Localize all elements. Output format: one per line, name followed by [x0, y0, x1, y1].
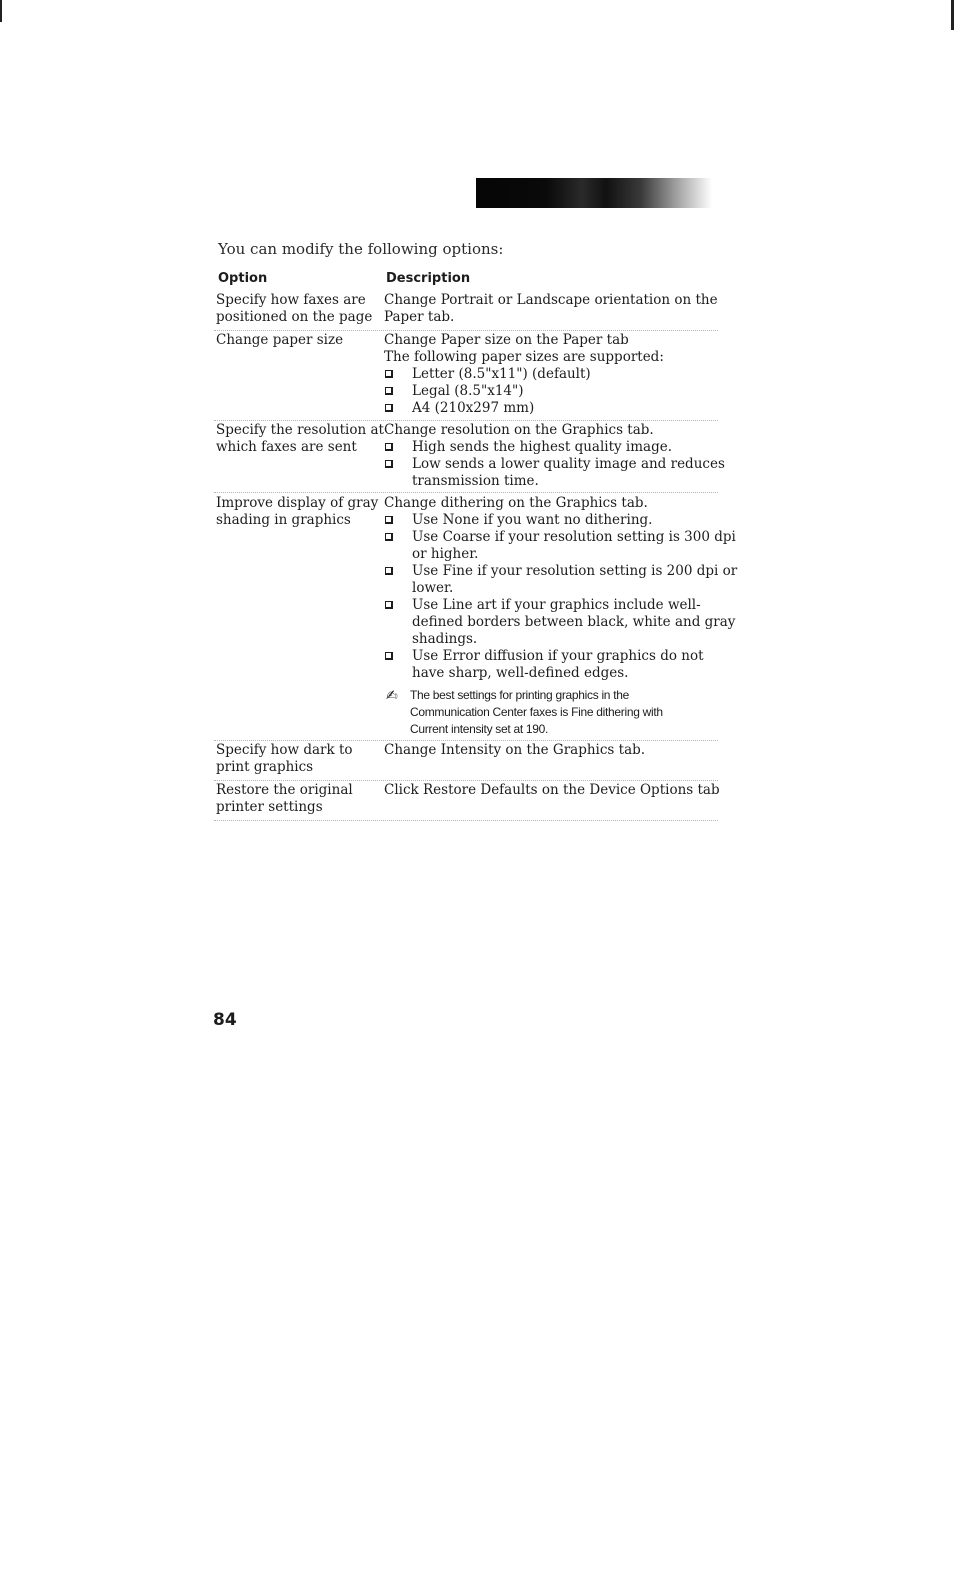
checkbox-bullet-icon	[385, 516, 393, 524]
option-text: Specify how dark to	[216, 742, 353, 758]
chapter-header-bar	[476, 178, 712, 208]
bullet-text: A4 (210x297 mm)	[412, 400, 535, 416]
row-divider	[214, 420, 718, 421]
list-item	[384, 383, 714, 400]
column-header-option: Option	[218, 271, 268, 286]
note-text: Current intensity set at 190.	[410, 722, 549, 736]
bullet-text: Use Fine if your resolution setting is 200 dpi or	[412, 563, 738, 579]
list-item	[384, 366, 714, 383]
bullet-text: lower.	[412, 580, 454, 596]
description-cell	[384, 292, 718, 326]
option-text: Restore the original	[216, 782, 353, 798]
list-item	[384, 648, 714, 682]
column-header-description: Description	[386, 271, 471, 286]
description-text: Change dithering on the Graphics tab.	[384, 495, 648, 511]
row-divider	[214, 492, 718, 493]
description-text: Paper tab.	[384, 309, 455, 325]
description-cell	[384, 782, 720, 799]
option-text: Specify the resolution at	[216, 422, 384, 438]
pencil-note-icon: ✍	[386, 687, 398, 703]
checkbox-bullet-icon	[385, 567, 393, 575]
list-item	[384, 439, 714, 456]
row-divider	[214, 780, 718, 781]
checkbox-bullet-icon	[385, 443, 393, 451]
note-text: The best settings for printing graphics in the	[410, 688, 629, 702]
option-text: positioned on the page	[216, 309, 373, 325]
option-text: shading in graphics	[216, 512, 351, 528]
note-text: Communication Center faxes is Fine dithering with	[410, 705, 663, 719]
option-cell	[216, 332, 368, 349]
checkbox-bullet-icon	[385, 404, 393, 412]
checkbox-bullet-icon	[385, 387, 393, 395]
checkbox-bullet-icon	[385, 601, 393, 609]
option-text: which faxes are sent	[216, 439, 357, 455]
scan-edge-mark	[0, 0, 2, 22]
bullet-text: Low sends a lower quality image and reduces	[412, 456, 725, 472]
description-text: Click Restore Defaults on the Device Options tab	[384, 782, 720, 798]
bullet-text: have sharp, well-defined edges.	[412, 665, 629, 681]
list-item	[384, 563, 738, 597]
option-cell	[216, 495, 379, 529]
bullet-text: Use Line art if your graphics include well-	[412, 597, 701, 613]
checkbox-bullet-icon	[385, 533, 393, 541]
bullet-text: Use None if you want no dithering.	[412, 512, 653, 528]
bullet-text: Legal (8.5"x14")	[412, 383, 524, 399]
bullet-text: Letter (8.5"x11") (default)	[412, 366, 591, 382]
description-text: Change resolution on the Graphics tab.	[384, 422, 654, 438]
description-cell	[384, 495, 738, 738]
option-cell	[216, 742, 368, 776]
description-cell	[384, 332, 714, 417]
option-cell	[216, 422, 384, 456]
table-bottom-rule	[214, 820, 718, 821]
description-text: Change Portrait or Landscape orientation on the	[384, 292, 718, 308]
checkbox-bullet-icon	[385, 652, 393, 660]
description-cell	[384, 422, 725, 490]
option-text: Improve display of gray	[216, 495, 379, 511]
option-text: Change paper size	[216, 332, 344, 348]
bullet-text: transmission time.	[412, 473, 539, 489]
bullet-text: Use Error diffusion if your graphics do not	[412, 648, 704, 664]
bullet-text: Use Coarse if your resolution setting is 300 dpi	[412, 529, 736, 545]
page-number: 84	[213, 1010, 237, 1030]
row-divider	[214, 740, 718, 741]
list-item	[384, 597, 736, 648]
option-text: print graphics	[216, 759, 314, 775]
option-text: printer settings	[216, 799, 323, 815]
list-item	[384, 456, 725, 490]
list-item	[384, 400, 714, 417]
description-text: Change Intensity on the Graphics tab.	[384, 742, 646, 758]
description-text: The following paper sizes are supported:	[384, 349, 664, 365]
bullet-text: or higher.	[412, 546, 479, 562]
row-divider	[214, 330, 718, 331]
bullet-text: shadings.	[412, 631, 478, 647]
intro-text: You can modify the following options:	[218, 240, 504, 258]
checkbox-bullet-icon	[385, 370, 393, 378]
option-text: Specify how faxes are	[216, 292, 366, 308]
description-text: Change Paper size on the Paper tab	[384, 332, 629, 348]
list-item	[384, 512, 714, 529]
checkbox-bullet-icon	[385, 460, 393, 468]
description-cell	[384, 742, 714, 759]
list-item	[384, 529, 736, 563]
note	[384, 687, 714, 738]
option-cell	[216, 782, 368, 816]
option-cell	[216, 292, 373, 326]
bullet-text: High sends the highest quality image.	[412, 439, 673, 455]
bullet-text: defined borders between black, white and gray	[412, 614, 736, 630]
